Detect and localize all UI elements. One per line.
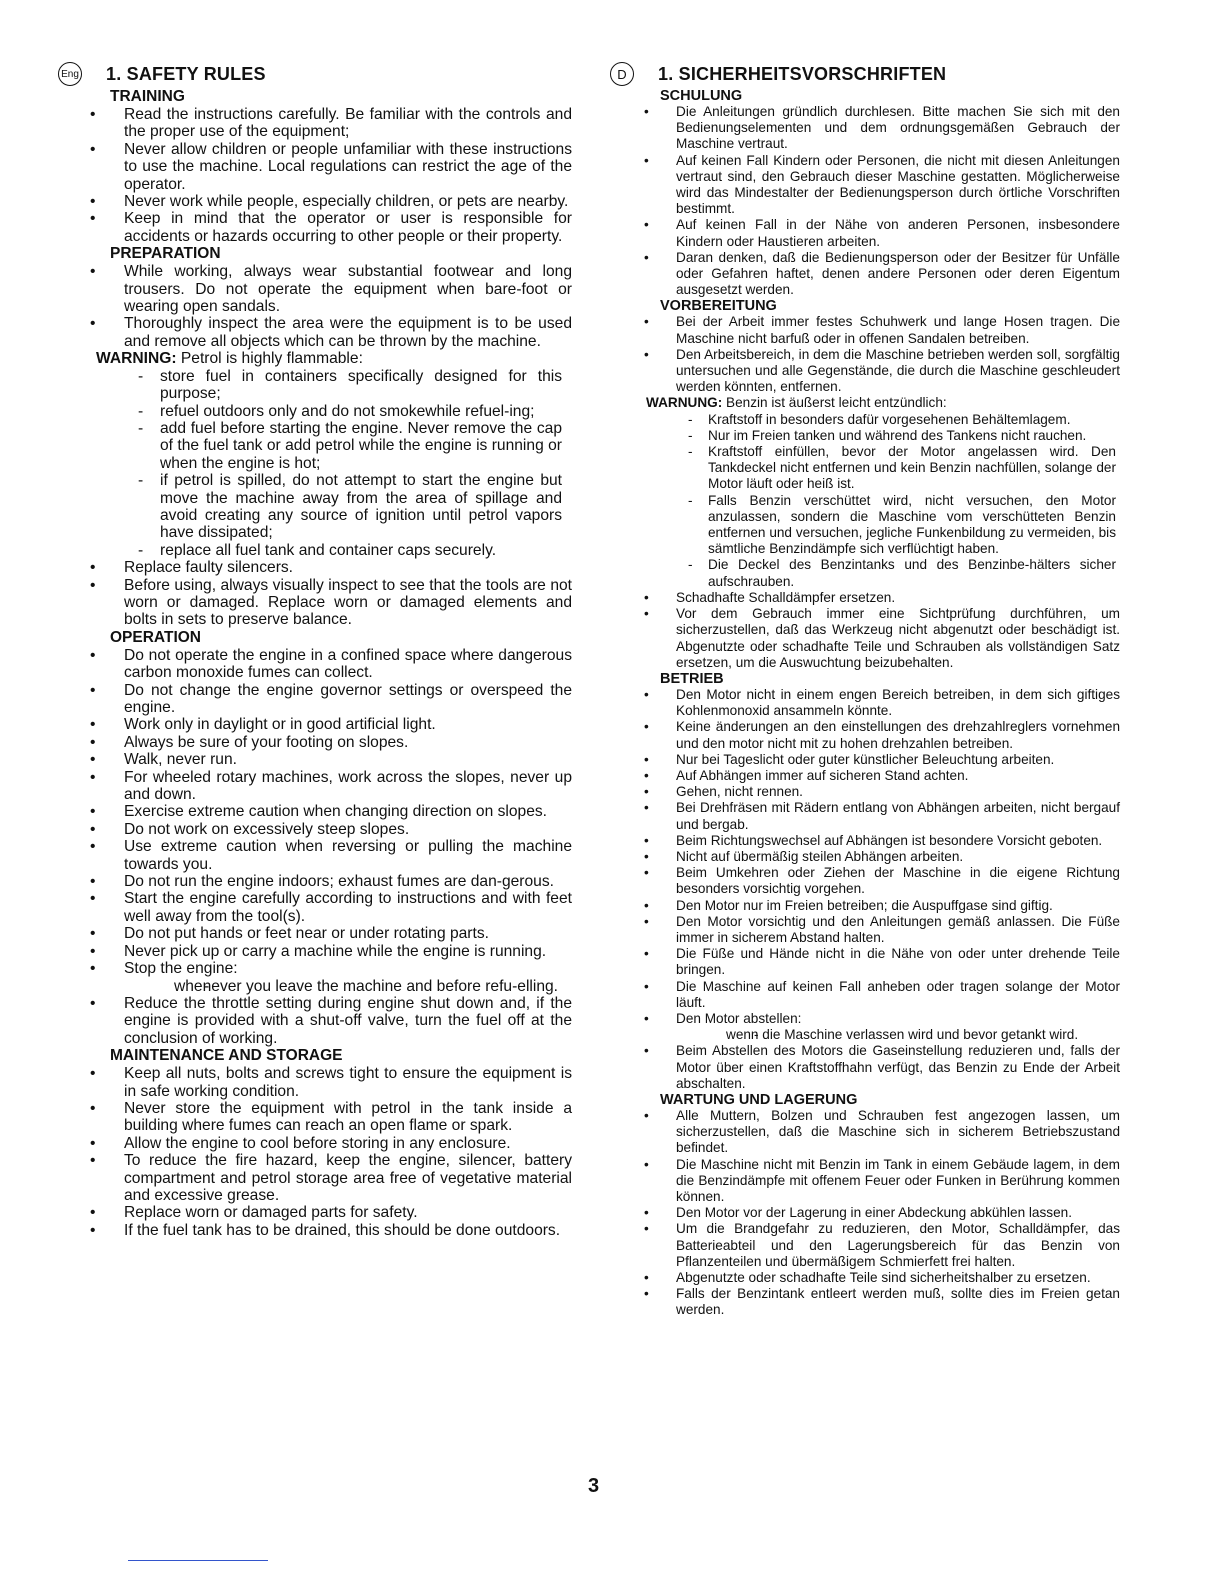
- list-item: • Bei Drehfräsen mit Rädern entlang von Abhängen arbeiten, nicht bergauf und bergab.: [610, 800, 1120, 832]
- list-item: - Kraftstoff in besonders dafür vorgesehenen Behältemlagem.: [610, 412, 1120, 428]
- german-header: [610, 60, 1120, 88]
- list-item: • Never pick up or carry a machine while the engine is running.: [58, 943, 572, 960]
- maintenance-heading: MAINTENANCE AND STORAGE: [110, 1047, 343, 1065]
- preparation-list: [58, 263, 572, 350]
- list-item: • Never store the equipment with petrol in the tank inside a building where fumes can reach an open flame or spark.: [58, 1100, 572, 1135]
- list-item: • Daran denken, daß die Bedienungsperson oder der Besitzer für Unfälle oder Gefahren haftet, denen andere Personen oder deren Eigentum ausgesetzt werden.: [610, 250, 1120, 299]
- list-item: • Allow the engine to cool before storing in any enclosure.: [58, 1135, 572, 1152]
- list-item: • Den Motor nur im Freien betreiben; die Auspuffgase sind giftig.: [610, 898, 1120, 914]
- english-header: [58, 60, 572, 88]
- list-item: [58, 960, 572, 995]
- list-item: • Thoroughly inspect the area were the equipment is to be used and remove all objects which can be thrown by the machine.: [58, 315, 572, 350]
- german-language-badge: D: [610, 62, 634, 86]
- page-number: 3: [588, 1475, 600, 1497]
- list-item: • Falls der Benzintank entleert werden muß, sollte dies im Freien getan werden.: [610, 1286, 1120, 1318]
- list-item: • Exercise extreme caution when changing direction on slopes.: [58, 803, 572, 820]
- list-item: • Bei der Arbeit immer festes Schuhwerk und lange Hosen tragen. Die Maschine nicht barfuß oder in offenen Sandalen betreiben.: [610, 314, 1120, 346]
- list-item: - refuel outdoors only and do not smokewhile refuel-ing;: [58, 403, 572, 420]
- list-item: • Vor dem Gebrauch immer eine Sichtprüfung durchführen, um sicherzustellen, daß das Werkzeug nicht abgenutzt oder beschädigt ist. Abgenutzte oder schadhafte Teile und Schrauben als vollständigen Satz ersetzen, um die Auswuchtung beizubehalten.: [610, 606, 1120, 671]
- list-item: • Reduce the throttle setting during engine shut down and, if the engine is provided with a shut-off valve, turn the fuel off at the conclusion of working.: [58, 995, 572, 1047]
- list-item: • Alle Muttern, Bolzen und Schrauben fest angezogen lassen, um sicherzustellen, daß die Maschine sich in sicherem Betriebszustand befindet.: [610, 1108, 1120, 1157]
- list-item: • Start the engine carefully according to instructions and with feet well away from the tool(s).: [58, 890, 572, 925]
- warnung-line: [610, 395, 1120, 411]
- schulung-list: [610, 104, 1120, 298]
- list-item: • Auf keinen Fall in der Nähe von anderen Personen, insbesondere Kindern oder Haustieren arbeiten.: [610, 217, 1120, 249]
- list-item: • Die Anleitungen gründlich durchlesen. Bitte machen Sie sich mit den Bedienungselementen und dem ordnungsgemäßen Gebrauch der Maschine vertraut.: [610, 104, 1120, 153]
- list-item: • Den Motor nicht in einem engen Bereich betreiben, in dem sich giftiges Kohlenmonoxid ansammeln könnte.: [610, 687, 1120, 719]
- english-column: [58, 60, 572, 1239]
- list-item: • Nur bei Tageslicht oder guter künstlicher Beleuchtung arbeiten.: [610, 752, 1120, 768]
- list-item: • Read the instructions carefully. Be familiar with the controls and the proper use of the equipment;: [58, 106, 572, 141]
- warning-label: WARNING:: [96, 350, 177, 368]
- training-list: [58, 106, 572, 245]
- motor-abstellen-label: Den Motor abstellen:: [676, 1010, 802, 1026]
- list-item: • Do not work on excessively steep slopes.: [58, 821, 572, 838]
- maintenance-list: [58, 1065, 572, 1239]
- warning-list: [58, 368, 572, 559]
- list-item: • Keep in mind that the operator or user is responsible for accidents or hazards occurring to other people or their property.: [58, 210, 572, 245]
- list-item: • Keep all nuts, bolts and screws tight to ensure the equipment is in safe working condition.: [58, 1065, 572, 1100]
- list-item: • For wheeled rotary machines, work across the slopes, never up and down.: [58, 769, 572, 804]
- list-item: • Beim Umkehren oder Ziehen der Maschine in die eigene Richtung besonders vorsichtig vorgehen.: [610, 865, 1120, 897]
- list-item: • Do not put hands or feet near or under rotating parts.: [58, 925, 572, 942]
- list-item: • Beim Abstellen des Motors die Gaseinstellung reduzieren und, falls der Motor über einen Kraftstoffhahn verfügt, das Benzin zu Ende der Arbeit abschalten.: [610, 1043, 1120, 1092]
- list-item: • Schadhafte Schalldämpfer ersetzen.: [610, 590, 1120, 606]
- motor-abstellen-list: [676, 1027, 1120, 1043]
- english-title: 1. SAFETY RULES: [106, 63, 266, 84]
- list-item: • Den Motor vorsichtig und den Anleitungen gemäß anlassen. Die Füße immer in sicherem Abstand halten.: [610, 914, 1120, 946]
- training-heading: TRAINING: [110, 88, 185, 105]
- warnung-label: WARNUNG:: [646, 395, 723, 411]
- list-item: • Work only in daylight or in good artificial light.: [58, 716, 572, 733]
- list-item: - if petrol is spilled, do not attempt to start the engine but move the machine away from the area of spillage and avoid creating any source of ignition until petrol vapors have dissipated;: [58, 472, 572, 542]
- warning-line: [58, 350, 572, 367]
- list-item: • Never allow children or people unfamiliar with these instructions to use the machine. Local regulations can restrict the age of the operator.: [58, 141, 572, 193]
- list-item: - whenever you leave the machine and before refu-elling.: [124, 978, 572, 995]
- list-item: • Never work while people, especially children, or pets are nearby.: [58, 193, 572, 210]
- list-item: • To reduce the fire hazard, keep the engine, silencer, battery compartment and petrol storage area free of vegetative material and excessive grease.: [58, 1152, 572, 1204]
- list-item: • Before using, always visually inspect to see that the tools are not worn or damaged. Replace worn or damaged elements and bolts in sets to preserve balance.: [58, 577, 572, 629]
- list-item: • Keine änderungen an den einstellungen des drehzahlreglers vornehmen und den motor nicht mit zu hohen drehzahlen betreiben.: [610, 719, 1120, 751]
- list-item: - add fuel before starting the engine. Never remove the cap of the fuel tank or add petrol while the engine is running or when the engine is hot;: [58, 420, 572, 472]
- list-item: • Gehen, nicht rennen.: [610, 784, 1120, 800]
- list-item: - Die Deckel des Benzintanks und des Benzinbe-hälters sicher aufschrauben.: [610, 557, 1120, 589]
- list-item: • Use extreme caution when reversing or pulling the machine towards you.: [58, 838, 572, 873]
- list-item: • Den Motor vor der Lagerung in einer Abdeckung abkühlen lassen.: [610, 1205, 1120, 1221]
- list-item: - replace all fuel tank and container caps securely.: [58, 542, 572, 559]
- list-item: • Auf Abhängen immer auf sicheren Stand achten.: [610, 768, 1120, 784]
- list-item: • Die Maschine auf keinen Fall anheben oder tragen solange der Motor läuft.: [610, 979, 1120, 1011]
- list-item: • Do not operate the engine in a confined space where dangerous carbon monoxide fumes can collect.: [58, 647, 572, 682]
- list-item: • Abgenutzte oder schadhafte Teile sind sicherheitshalber zu ersetzen.: [610, 1270, 1120, 1286]
- list-item: • Always be sure of your footing on slopes.: [58, 734, 572, 751]
- list-item: • Auf keinen Fall Kindern oder Personen, die nicht mit diesen Anleitungen vertraut sind, den Gebrauch dieser Maschine gestatten. Möglicherweise wird das Mindestalter der Bedienungsperson durch örtliche Vorschriften bestimmt.: [610, 153, 1120, 218]
- schulung-heading: SCHULUNG: [660, 88, 743, 104]
- footer-divider: [128, 1560, 268, 1561]
- english-language-badge: Eng: [58, 62, 82, 86]
- list-item: - store fuel in containers specifically designed for this purpose;: [58, 368, 572, 403]
- warnung-list: [610, 412, 1120, 590]
- preparation-list-after: [58, 559, 572, 629]
- operation-list: [58, 647, 572, 1047]
- list-item: • Replace faulty silencers.: [58, 559, 572, 576]
- list-item: • Replace worn or damaged parts for safety.: [58, 1204, 572, 1221]
- list-item: • Den Arbeitsbereich, in dem die Maschine betrieben werden soll, sorgfältig untersuchen und alle Gegenstände, die durch die Maschine geschleudert werden könnten, entfernen.: [610, 347, 1120, 396]
- warnung-text: Benzin ist äußerst leicht entzündlich:: [722, 395, 947, 411]
- list-item: • Nicht auf übermäßig steilen Abhängen arbeiten.: [610, 849, 1120, 865]
- list-item: - Kraftstoff einfüllen, bevor der Motor angelassen wird. Den Tankdeckel nicht entfernen und kein Benzin nachfüllen, solange der Motor läuft oder heiß ist.: [610, 444, 1120, 493]
- list-item: • While working, always wear substantial footwear and long trousers. Do not operate the equipment when bare-foot or wearing open sandals.: [58, 263, 572, 315]
- wartung-list: [610, 1108, 1120, 1319]
- vorbereitung-list-after: [610, 590, 1120, 671]
- list-item: • Um die Brandgefahr zu reduzieren, den Motor, Schalldämpfer, das Batterieabteil und den Lagerungsbereich für das Benzin von Pflanzenteilen und übermäßigem Schmierfett frei halten.: [610, 1221, 1120, 1270]
- betrieb-heading: BETRIEB: [660, 670, 724, 687]
- preparation-heading: PREPARATION: [110, 245, 221, 263]
- german-column: [610, 60, 1120, 1319]
- list-item: - Nur im Freien tanken und während des Tankens nicht rauchen.: [610, 428, 1120, 444]
- list-item: - wenn die Maschine verlassen wird und bevor getankt wird.: [676, 1027, 1120, 1043]
- list-item: • Beim Richtungswechsel auf Abhängen ist besondere Vorsicht geboten.: [610, 833, 1120, 849]
- list-item: • Walk, never run.: [58, 751, 572, 768]
- list-item: • Do not run the engine indoors; exhaust fumes are dan-gerous.: [58, 873, 572, 890]
- list-item: • Die Maschine nicht mit Benzin im Tank in einem Gebäude lagem, in dem die Benzindämpfe mit offenem Feuer oder Funken in Berührung kommen können.: [610, 1157, 1120, 1206]
- vorbereitung-heading: VORBEREITUNG: [660, 298, 777, 315]
- operation-heading: OPERATION: [110, 628, 201, 646]
- list-item: - Falls Benzin verschüttet wird, nicht versuchen, den Motor anzulassen, sondern die Maschine vom verschütteten Benzin entfernen und versuchen, jegliche Funkenbildung zu vermeiden, bis sämtliche Benzindämpfe sich verflüchtigt haben.: [610, 493, 1120, 558]
- list-item: • Do not change the engine governor settings or overspeed the engine.: [58, 682, 572, 717]
- betrieb-list: [610, 687, 1120, 1092]
- wartung-heading: WARTUNG UND LAGERUNG: [660, 1091, 858, 1108]
- list-item: • If the fuel tank has to be drained, this should be done outdoors.: [58, 1222, 572, 1239]
- list-item: [610, 1011, 1120, 1043]
- german-title: 1. SICHERHEITSVORSCHRIFTEN: [658, 63, 947, 84]
- warning-text: Petrol is highly flammable:: [176, 350, 363, 368]
- vorbereitung-list: [610, 314, 1120, 395]
- list-item: • Die Füße und Hände nicht in die Nähe von oder unter drehende Teile bringen.: [610, 946, 1120, 978]
- stop-engine-label: Stop the engine:: [124, 960, 238, 978]
- stop-engine-list: [124, 978, 572, 995]
